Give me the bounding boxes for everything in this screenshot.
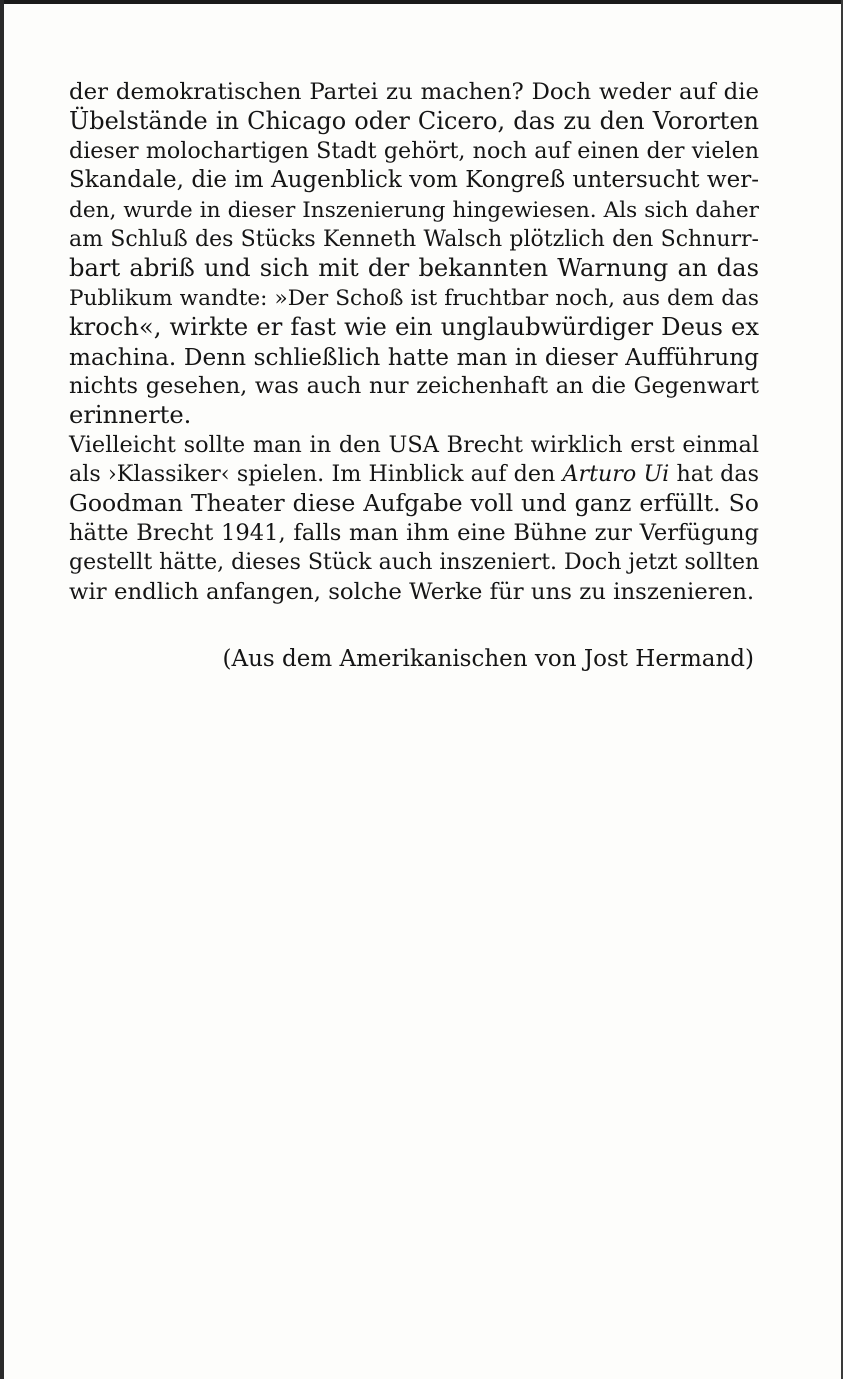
text-line: den, wurde in dieser Inszenierung hingewiesen. Als sich daher xyxy=(69,197,759,223)
text-segment: hat das xyxy=(676,461,759,488)
text-line-with-title xyxy=(69,460,759,489)
text-line: Skandale, die im Augenblick vom Kongreß untersucht wer- xyxy=(69,167,759,194)
text-line: Publikum wandte: »Der Schoß ist fruchtbar noch, aus dem das xyxy=(69,285,759,311)
body-text xyxy=(69,78,759,607)
text-line: bart abriß und sich mit der bekannten Warnung an das xyxy=(69,254,759,283)
text-line: Goodman Theater diese Aufgabe voll und ganz erfüllt. So xyxy=(69,489,759,518)
text-line: Übelstände in Chicago oder Cicero, das zu den Vororten xyxy=(69,107,759,136)
text-line: kroch«, wirkte er fast wie ein unglaubwürdiger Deus ex xyxy=(69,313,759,342)
text-line: machina. Denn schließlich hatte man in dieser Aufführung xyxy=(69,343,759,371)
text-line: hätte Brecht 1941, falls man ihm eine Bühne zur Verfügung xyxy=(69,519,759,546)
text-line: dieser molochartigen Stadt gehört, noch auf einen der vielen xyxy=(69,137,759,164)
translator-note: (Aus dem Amerikanischen von Jost Hermand) xyxy=(222,646,754,672)
work-title: Arturo Ui xyxy=(562,461,670,488)
paragraph-1 xyxy=(69,78,759,431)
text-line: Vielleicht sollte man in den USA Brecht wirklich erst einmal xyxy=(69,431,759,458)
text-line: wir endlich anfangen, solche Werke für uns zu inszenieren. xyxy=(69,578,755,605)
page-top-edge xyxy=(0,0,843,4)
text-line: am Schluß des Stücks Kenneth Walsch plötzlich den Schnurr- xyxy=(69,226,759,252)
page-left-edge xyxy=(0,0,4,1379)
text-line: gestellt hätte, dieses Stück auch inszeniert. Doch jetzt sollten xyxy=(69,550,760,576)
text-segment: als ›Klassiker‹ spielen. Im Hinblick auf den xyxy=(69,461,556,488)
text-line: erinnerte. xyxy=(69,401,192,430)
text-line: der demokratischen Partei zu machen? Doch weder auf die xyxy=(69,79,759,105)
text-line: nichts gesehen, was auch nur zeichenhaft an die Gegenwart xyxy=(69,372,759,399)
paragraph-2 xyxy=(69,431,759,607)
